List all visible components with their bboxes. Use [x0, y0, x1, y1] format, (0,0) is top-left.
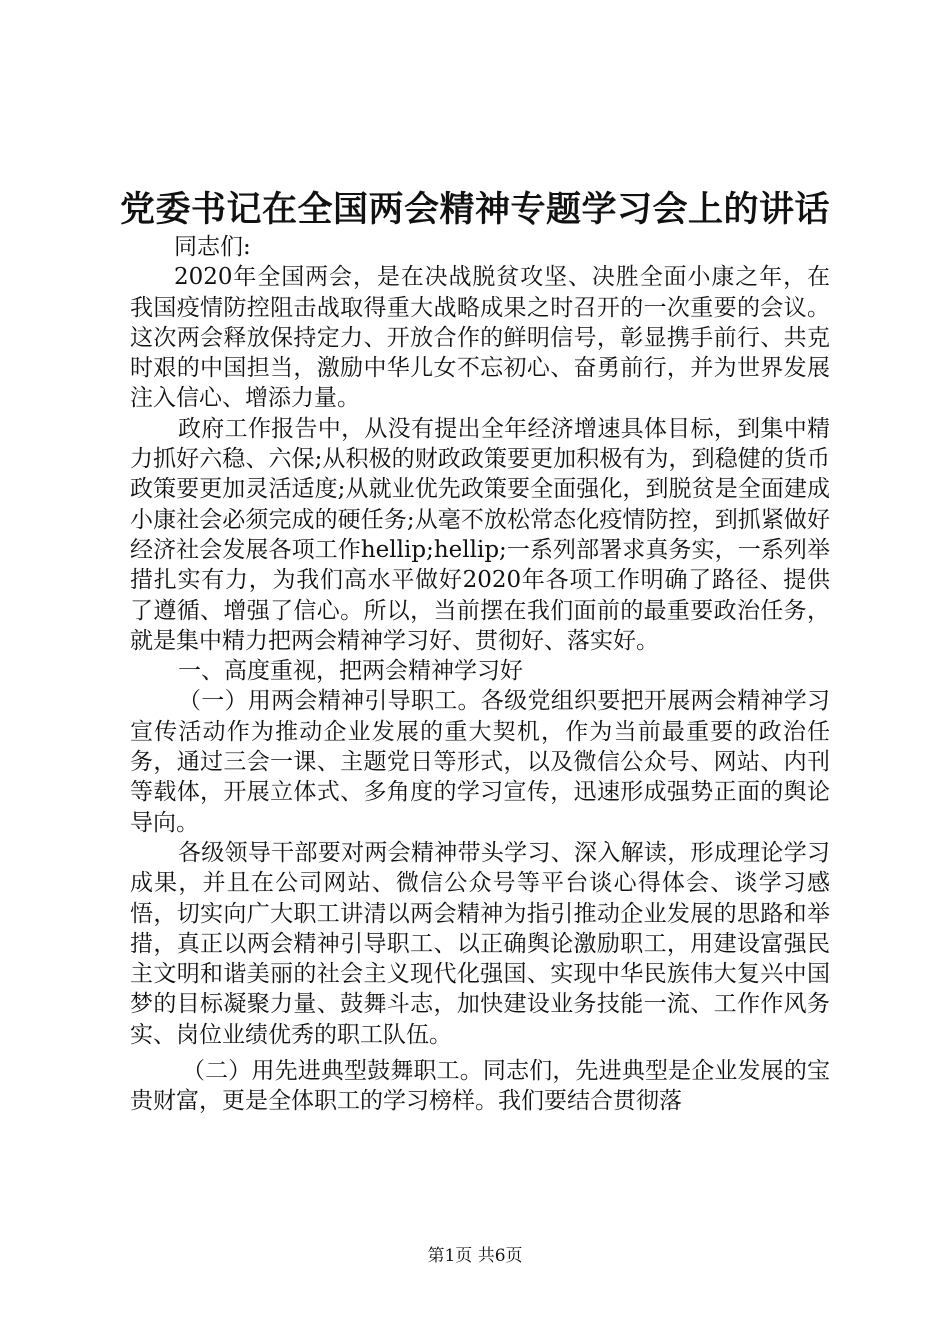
subsection-1: （一）用两会精神引导职工。各级党组织要把开展两会精神学习宣传活动作为推动企业发展的重大契机，作为当前最重要的政治任务，通过三会一课、主题党日等形式，以及微信公众号、网站、内刊等载体，开展立体式、多角度的学习宣传，迅速形成强势正面的舆论导向。	[130, 688, 830, 836]
paragraph-3: 各级领导干部要对两会精神带头学习、深入解读，形成理论学习成果，并且在公司网站、微信公众号等平台谈心得体会、谈学习感悟，切实向广大职工讲清以两会精神为指引推动企业发展的思路和举措，真正以两会精神引导职工、以正确舆论激励职工，用建设富强民主文明和谐美丽的社会主义现代化强国、实现中华民族伟大复兴中国梦的目标凝聚力量、鼓舞斗志，加快建设业务技能一流、工作作风务实、岗位业绩优秀的职工队伍。	[130, 839, 830, 1048]
document-title: 党委书记在全国两会精神专题学习会上的讲话	[119, 189, 830, 230]
paragraph-1: 2020年全国两会，是在决战脱贫攻坚、决胜全面小康之年，在我国疫情防控阻击战取得重大战略成果之时召开的一次重要的会议。这次两会释放保持定力、开放合作的鲜明信号，彰显携手前行、共克时艰的中国担当，激励中华儿女不忘初心、奋勇前行，并为世界发展注入信心、增添力量。	[130, 264, 830, 412]
greeting: 同志们:	[174, 234, 251, 260]
subsection-2: （二）用先进典型鼓舞职工。同志们，先进典型是企业发展的宝贵财富，更是全体职工的学习榜样。我们要结合贯彻落	[130, 1058, 830, 1115]
page-footer: 第1页 共6页	[427, 1246, 523, 1266]
paragraph-2: 政府工作报告中，从没有提出全年经济增速具体目标，到集中精力抓好六稳、六保;从积极的财政政策要更加积极有为，到稳健的货币政策要更加灵活适度;从就业优先政策要全面强化，到脱贫是全面建成小康社会必须完成的硬任务;从毫不放松常态化疫情防控，到抓紧做好经济社会发展各项工作hellip;hellip;一系列部署求真务实，一系列举措扎实有力，为我们高水平做好2020年各项工作明确了路径、提供了遵循、增强了信心。所以，当前摆在我们面前的最重要政治任务，就是集中精力把两会精神学习好、贯彻好、落实好。	[130, 415, 830, 654]
document-body	[130, 232, 830, 1117]
section-heading-1: 一、高度重视，把两会精神学习好	[178, 658, 523, 685]
